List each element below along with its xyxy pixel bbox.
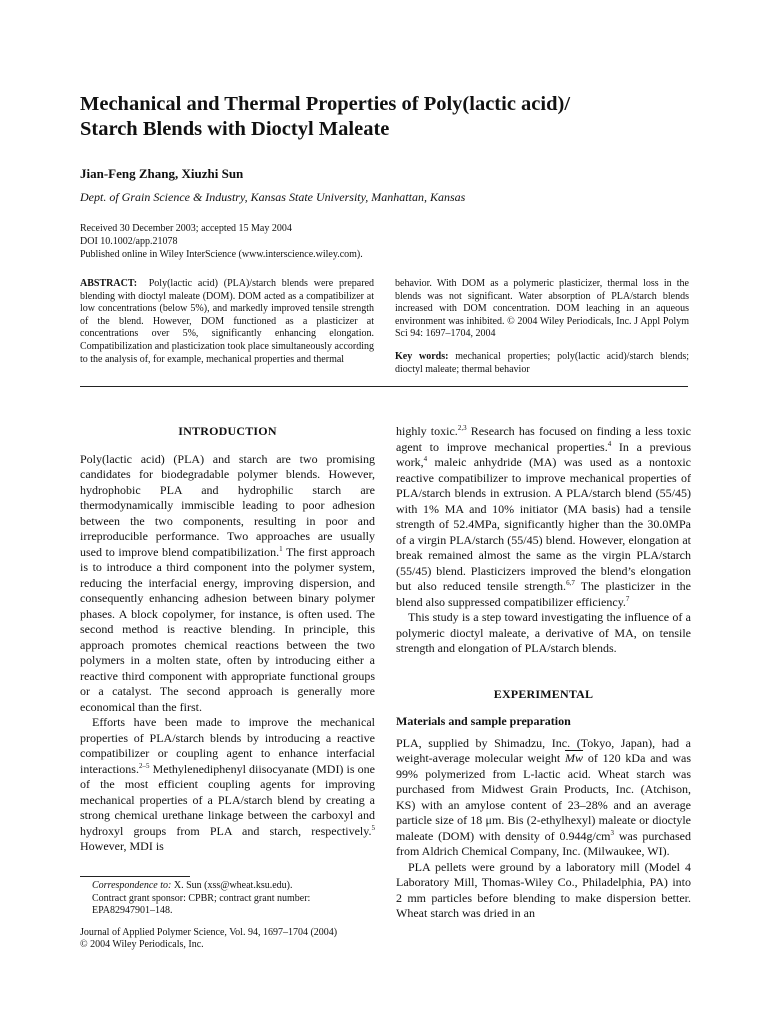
keywords — [395, 351, 689, 376]
abstract-divider — [80, 386, 688, 387]
abstract-left-column — [80, 278, 374, 366]
experimental-heading: EXPERIMENTAL — [493, 686, 594, 701]
exp-p1-text-b: of 120 kDa and was 99% polymerized from — [396, 751, 692, 781]
affiliation: Dept. of Grain Science & Industry, Kansas State University, Manhattan, Kansas — [80, 190, 466, 204]
abstract-right-column — [395, 278, 689, 376]
intro-p3-text-d: maleic anhydride (MA) was used as a nontoxic reactive compatibilizer to improve mechanical properties of PLA/starch blends in extrusion. A PLA/starch blend (55/45) with 1% MA and 10% initiator (MA basis) had a tensile strength of 52.4MPa, significantly higher than the 30.0MPa of a virgin PLA/starch (55/45) blend. However, elongation at break remained almost the same as the virgin PLA/starch (55/45) blend. Plasticizers improved the blend’s elongation but also reduced tensile strength. — [396, 455, 691, 593]
abstract-text-left: Poly(lactic acid) (PLA)/starch blends were prepared blending with dioctyl maleate (DOM). DOM acted as a compatibilizer at low concentrations (below 5%), and markedly improved tensile strength of the blend. However, DOM functioned as a plasticizer at concentrations over 5%, significantly enhancing elongation. Compatibilization and plasticization took place simultaneously according to the analysis of, for example, mechanical properties and thermal — [80, 278, 375, 365]
intro-paragraph-3 — [396, 424, 691, 610]
exp-p1-text-d: was purchased from Aldrich Chemical Company, Inc. (Milwaukee, WI). — [396, 828, 691, 858]
intro-paragraph-2 — [80, 715, 375, 855]
introduction-heading: INTRODUCTION — [178, 424, 277, 438]
intro-p2-text-a: Efforts have been made to improve the mechanical properties of PLA/starch blends by introducing a reactive compatibilizer or coupling agent to enhance interfacial interactions. — [80, 715, 375, 776]
experimental-paragraph-1 — [396, 736, 691, 860]
intro-paragraph-4: This study is a step toward investigating the influence of a polymeric dioctyl maleate, a derivative of MA, on tensile strength and elongation of PLA/starch blends. — [396, 610, 691, 655]
molecular-weight-symbol: $\overline{Mw}$ — [565, 751, 584, 765]
intro-p3-text-e: The plasticizer in the blend also suppressed compatibilizer efficiency. — [396, 579, 691, 609]
intro-p1-text-a: Poly(lactic acid) (PLA) and starch are two promising candidates for biodegradable polymer blends. However, hydrophobic PLA and hydrophilic starch are thermodynamically immiscible leading to poor adhesion between the two components, resulting in poor and irreproducible performance. Two approaches are usually used to improve blend compatibilization. — [80, 451, 375, 559]
materials-subheading: Materials and sample preparation — [396, 714, 571, 728]
intro-p3-text-a: highly toxic. — [396, 424, 458, 438]
article-metadata — [80, 222, 363, 261]
footnote-block — [80, 876, 375, 952]
unit-superscript: 3 — [610, 828, 614, 837]
intro-p2-text-c: However, MDI is — [80, 839, 164, 853]
citation-ref: 4 — [423, 455, 428, 463]
journal-citation: Journal of Applied Polymer Science, Vol. 94, 1697–1704 (2004) — [80, 926, 338, 938]
exp-p1-text-a: PLA, supplied by Shimadzu, Inc. (Tokyo, Japan), had a weight-average molecular weight — [396, 735, 691, 765]
citation-ref: 4 — [607, 439, 612, 448]
correspondence-label: Correspondence to: — [92, 880, 172, 891]
l-lactic-prefix: L — [523, 766, 531, 781]
published-online: Published online in Wiley InterScience (www.interscience.wiley.com). — [80, 249, 363, 260]
body-right-column — [396, 424, 691, 922]
citation-ref: 6,7 — [566, 579, 575, 587]
citation-ref: 2–5 — [138, 761, 150, 770]
title-line-1: Mechanical and Thermal Properties of Poly(lactic acid)/ — [80, 93, 571, 115]
doi-text: DOI 10.1002/app.21078 — [80, 236, 178, 247]
grant-sponsor: Contract grant sponsor: CPBR; contract grant number: EPA82947901–148. — [92, 892, 311, 917]
intro-p3-text-c: In a previous work, — [396, 439, 691, 469]
abstract-text-right: behavior. With DOM as a polymeric plasticizer, thermal loss in the blends was not significant. Water absorption of PLA/starch blends increased with DOM concentration. DOM leaching in an aqueous environment was inhibited. © 2004 Wiley Periodicals, Inc. J Appl Polym Sci 94: 1697–1704, 2004 — [395, 278, 689, 340]
citation-ref: 2,3 — [457, 424, 467, 432]
article-title — [80, 92, 700, 142]
keywords-label: Key words: — [395, 350, 449, 362]
intro-paragraph-1 — [80, 452, 375, 716]
abstract-label: ABSTRACT: — [80, 278, 138, 289]
title-line-2: Starch Blends with Dioctyl Maleate — [80, 118, 390, 140]
correspondence-text: X. Sun (xss@wheat.ksu.edu). — [171, 880, 293, 891]
experimental-paragraph-2: PLA pellets were ground by a laboratory mill (Model 4 Laboratory Mill, Thomas-Wiley Co., Philadelphia, PA) into 2 mm particles before blending to make dispersion better. Wheat starch was dried in an — [396, 859, 691, 920]
intro-p2-text-b: Methylenediphenyl diisocyanate (MDI) is one of the most efficient coupling agents for improving mechanical properties of a PLA/starch blend by creating a strong chemical urethane linkage between the carboxyl and hydroxyl groups from PLA and starch, respectively. — [80, 761, 375, 838]
intro-p1-text-b: The first approach is to introduce a third component into the polymer system, reducing the interfacial energy, improving dispersion, and consequently enhancing adhesion between binary polymer phases. A block copolymer, for instance, is often used. The second method is reactive blending. In principle, this approach promotes chemical reactions between the two polymers in a molten state, often by introducing either a reactive third component with appropriate functional groups or a catalyst. The second approach is generally more economical than the first. — [80, 544, 375, 714]
footnote-rule — [80, 876, 190, 877]
abstract-paragraph — [80, 278, 374, 366]
exp-p1-text-c: -lactic acid. Wheat starch was purchased from Midwest Grain Products, Inc. (Atchison, KS) with an amylose content of 23–28% and an average particle size of 18 μm. Bis (2-ethylhexyl) maleate or dioctyle maleate (DOM) with density of 0.944g/cm — [396, 766, 691, 843]
citation-ref: 5 — [371, 823, 375, 832]
received-date: Received 30 December 2003; accepted 15 May 2004 — [80, 223, 292, 234]
correspondence-line — [80, 880, 375, 893]
intro-p3-text-b: Research has focused on finding a less toxic agent to improve mechanical properties. — [396, 424, 691, 454]
keywords-text: mechanical properties; poly(lactic acid)/starch blends; dioctyl maleate; thermal behavior — [395, 350, 689, 375]
citation-ref: 1 — [279, 544, 283, 553]
citation-ref: 7 — [625, 594, 630, 603]
copyright-line: © 2004 Wiley Periodicals, Inc. — [80, 939, 204, 951]
body-left-column — [80, 424, 375, 855]
author-list: Jian-Feng Zhang, Xiuzhi Sun — [80, 166, 244, 181]
